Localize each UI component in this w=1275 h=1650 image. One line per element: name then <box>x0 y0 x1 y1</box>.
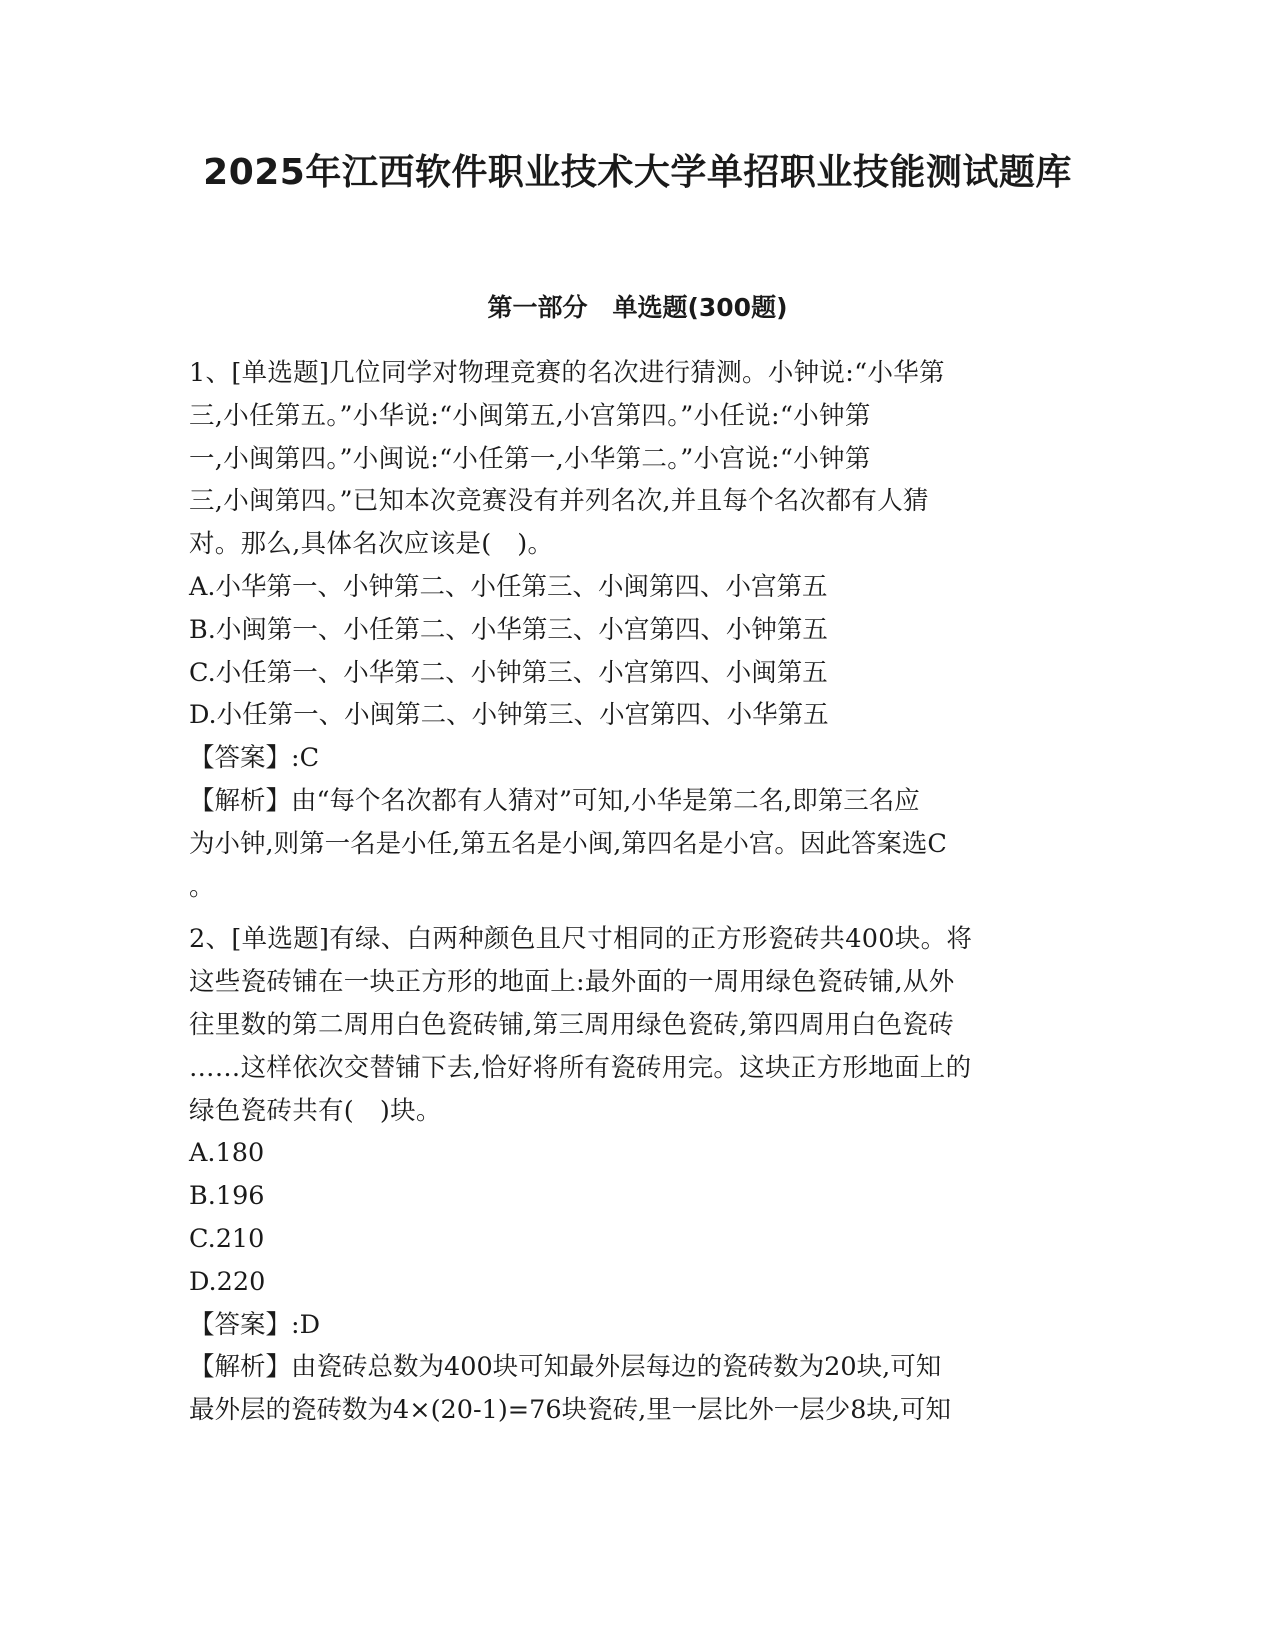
document-title: 2025年江西软件职业技术大学单招职业技能测试题库 <box>203 152 1072 193</box>
analysis-line: 。 <box>189 871 215 902</box>
analysis-line: 【解析】由“每个名次都有人猜对”可知,小华是第二名,即第三名应 <box>189 785 920 816</box>
option-a: A.小华第一、小钟第二、小任第三、小闽第四、小宫第五 <box>189 571 828 602</box>
analysis-line: 为小钟,则第一名是小任,第五名是小闽,第四名是小宫。因此答案选C <box>189 828 947 859</box>
question-text <box>189 918 1079 1132</box>
question-text-line: 绿色瓷砖共有( )块。 <box>189 1095 442 1126</box>
options-list <box>189 1132 1079 1303</box>
question-2 <box>189 918 1079 1432</box>
question-text <box>189 352 1079 566</box>
options-list <box>189 566 1079 737</box>
answer: 【答案】:D <box>189 1309 321 1340</box>
answer: 【答案】:C <box>189 743 320 774</box>
analysis-line: 【解析】由瓷砖总数为400块可知最外层每边的瓷砖数为20块,可知 <box>189 1352 942 1383</box>
question-text-line: 2、[单选题]有绿、白两种颜色且尺寸相同的正方形瓷砖共400块。将 <box>189 924 973 955</box>
question-text-line: 三,小闽第四。”已知本次竞赛没有并列名次,并且每个名次都有人猜 <box>189 486 929 517</box>
question-text-line: 1、[单选题]几位同学对物理竞赛的名次进行猜测。小钟说:“小华第 <box>189 358 945 388</box>
question-1 <box>189 352 1079 908</box>
question-list <box>189 352 1079 1432</box>
question-text-line: 往里数的第二周用白色瓷砖铺,第三周用绿色瓷砖,第四周用白色瓷砖 <box>189 1009 955 1040</box>
option-a: A.180 <box>189 1138 265 1169</box>
option-b: B.小闽第一、小任第二、小华第三、小宫第四、小钟第五 <box>189 614 828 645</box>
question-text-line: 对。那么,具体名次应该是( )。 <box>189 529 554 560</box>
option-c: C.210 <box>189 1223 265 1254</box>
option-d: D.小任第一、小闽第二、小钟第三、小宫第四、小华第五 <box>189 700 829 731</box>
analysis <box>189 780 1079 908</box>
question-text-line: 三,小任第五。”小华说:“小闽第五,小宫第四。”小任说:“小钟第 <box>189 400 871 431</box>
analysis-line: 最外层的瓷砖数为4×(20-1)=76块瓷砖,里一层比外一层少8块,可知 <box>189 1395 952 1426</box>
question-text-line: 这些瓷砖铺在一块正方形的地面上:最外面的一周用绿色瓷砖铺,从外 <box>189 967 955 998</box>
option-b: B.196 <box>189 1181 265 1212</box>
section-title: 第一部分 单选题(300题) <box>487 293 788 322</box>
question-text-line: ……这样依次交替铺下去,恰好将所有瓷砖用完。这块正方形地面上的 <box>189 1052 972 1083</box>
question-text-line: 一,小闽第四。”小闽说:“小任第一,小华第二。”小宫说:“小钟第 <box>189 443 871 474</box>
option-d: D.220 <box>189 1266 266 1297</box>
option-c: C.小任第一、小华第二、小钟第三、小宫第四、小闽第五 <box>189 657 828 688</box>
analysis <box>189 1346 1079 1432</box>
